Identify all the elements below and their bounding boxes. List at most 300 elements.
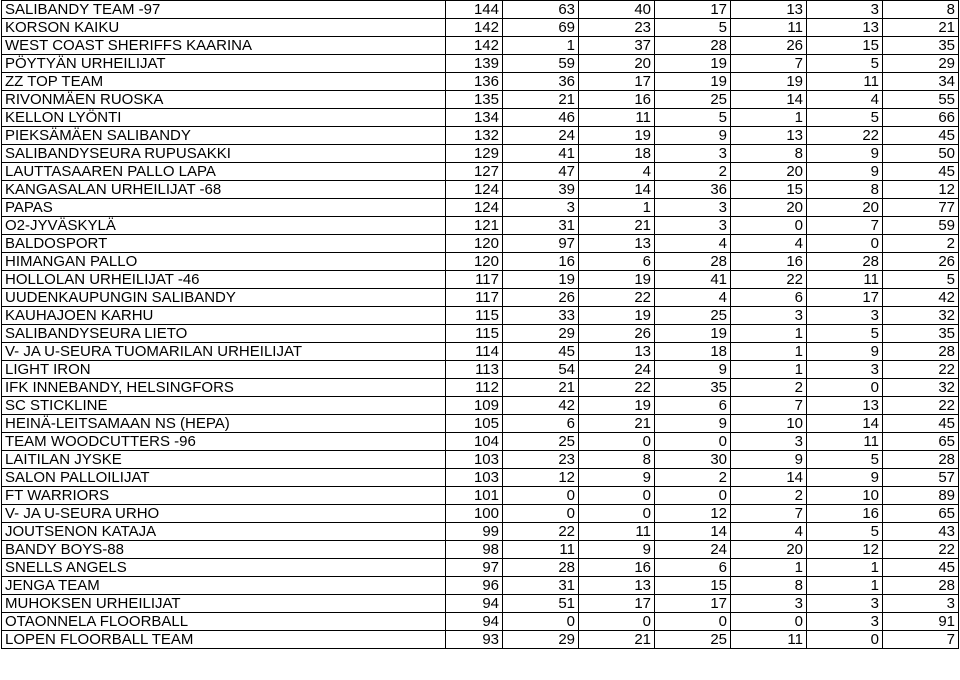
value-cell-4: 19 [655, 55, 731, 73]
value-cell-2: 42 [503, 397, 579, 415]
value-cell-1: 136 [446, 73, 503, 91]
value-cell-5: 10 [731, 415, 807, 433]
value-cell-6: 3 [807, 1, 883, 19]
value-cell-6: 5 [807, 451, 883, 469]
value-cell-1: 93 [446, 631, 503, 649]
value-cell-3: 19 [579, 127, 655, 145]
value-cell-2: 19 [503, 271, 579, 289]
table-row [2, 1, 959, 19]
value-cell-6: 4 [807, 91, 883, 109]
value-cell-6: 28 [807, 253, 883, 271]
value-cell-6: 9 [807, 469, 883, 487]
value-cell-7: 57 [883, 469, 959, 487]
value-cell-1: 124 [446, 181, 503, 199]
value-cell-2: 3 [503, 199, 579, 217]
value-cell-6: 13 [807, 19, 883, 37]
value-cell-3: 8 [579, 451, 655, 469]
value-cell-6: 10 [807, 487, 883, 505]
table-row [2, 19, 959, 37]
value-cell-2: 97 [503, 235, 579, 253]
value-cell-5: 20 [731, 163, 807, 181]
table-row [2, 253, 959, 271]
value-cell-4: 25 [655, 91, 731, 109]
value-cell-5: 0 [731, 217, 807, 235]
value-cell-1: 115 [446, 325, 503, 343]
value-cell-4: 17 [655, 1, 731, 19]
value-cell-5: 1 [731, 343, 807, 361]
value-cell-1: 103 [446, 451, 503, 469]
team-name-cell: SC STICKLINE [2, 397, 446, 415]
value-cell-7: 50 [883, 145, 959, 163]
table-row [2, 91, 959, 109]
value-cell-5: 13 [731, 1, 807, 19]
value-cell-2: 39 [503, 181, 579, 199]
value-cell-4: 24 [655, 541, 731, 559]
team-name-cell: KAUHAJOEN KARHU [2, 307, 446, 325]
value-cell-3: 19 [579, 397, 655, 415]
value-cell-3: 40 [579, 1, 655, 19]
value-cell-3: 0 [579, 613, 655, 631]
value-cell-6: 7 [807, 217, 883, 235]
table-row [2, 469, 959, 487]
value-cell-6: 13 [807, 397, 883, 415]
value-cell-3: 26 [579, 325, 655, 343]
value-cell-1: 94 [446, 595, 503, 613]
value-cell-3: 18 [579, 145, 655, 163]
value-cell-7: 3 [883, 595, 959, 613]
value-cell-4: 14 [655, 523, 731, 541]
value-cell-4: 15 [655, 577, 731, 595]
value-cell-3: 19 [579, 271, 655, 289]
team-name-cell: KORSON KAIKU [2, 19, 446, 37]
table-row [2, 55, 959, 73]
team-name-cell: SNELLS ANGELS [2, 559, 446, 577]
value-cell-7: 42 [883, 289, 959, 307]
value-cell-4: 2 [655, 163, 731, 181]
value-cell-2: 28 [503, 559, 579, 577]
value-cell-3: 13 [579, 577, 655, 595]
value-cell-7: 28 [883, 577, 959, 595]
team-name-cell: HOLLOLAN URHEILIJAT -46 [2, 271, 446, 289]
value-cell-5: 4 [731, 235, 807, 253]
value-cell-5: 9 [731, 451, 807, 469]
value-cell-5: 11 [731, 19, 807, 37]
value-cell-6: 0 [807, 235, 883, 253]
team-name-cell: KANGASALAN URHEILIJAT -68 [2, 181, 446, 199]
value-cell-3: 0 [579, 487, 655, 505]
value-cell-2: 31 [503, 577, 579, 595]
team-name-cell: BALDOSPORT [2, 235, 446, 253]
value-cell-6: 3 [807, 595, 883, 613]
value-cell-3: 17 [579, 595, 655, 613]
value-cell-7: 7 [883, 631, 959, 649]
value-cell-7: 32 [883, 379, 959, 397]
table-row [2, 163, 959, 181]
value-cell-2: 63 [503, 1, 579, 19]
team-name-cell: LOPEN FLOORBALL TEAM [2, 631, 446, 649]
value-cell-4: 28 [655, 37, 731, 55]
value-cell-5: 8 [731, 145, 807, 163]
value-cell-5: 15 [731, 181, 807, 199]
value-cell-4: 5 [655, 19, 731, 37]
value-cell-3: 19 [579, 307, 655, 325]
team-name-cell: SALIBANDY TEAM -97 [2, 1, 446, 19]
value-cell-5: 7 [731, 505, 807, 523]
value-cell-2: 26 [503, 289, 579, 307]
table-row [2, 631, 959, 649]
value-cell-7: 26 [883, 253, 959, 271]
value-cell-6: 0 [807, 631, 883, 649]
value-cell-1: 114 [446, 343, 503, 361]
value-cell-4: 3 [655, 217, 731, 235]
value-cell-3: 13 [579, 235, 655, 253]
value-cell-4: 0 [655, 433, 731, 451]
value-cell-3: 16 [579, 559, 655, 577]
value-cell-3: 13 [579, 343, 655, 361]
value-cell-1: 98 [446, 541, 503, 559]
value-cell-1: 103 [446, 469, 503, 487]
team-name-cell: JENGA TEAM [2, 577, 446, 595]
value-cell-2: 11 [503, 541, 579, 559]
value-cell-7: 8 [883, 1, 959, 19]
value-cell-7: 2 [883, 235, 959, 253]
value-cell-5: 14 [731, 469, 807, 487]
value-cell-4: 3 [655, 145, 731, 163]
value-cell-7: 65 [883, 505, 959, 523]
value-cell-2: 12 [503, 469, 579, 487]
value-cell-6: 9 [807, 163, 883, 181]
value-cell-3: 0 [579, 505, 655, 523]
table-row [2, 217, 959, 235]
team-name-cell: MUHOKSEN URHEILIJAT [2, 595, 446, 613]
team-name-cell: ZZ TOP TEAM [2, 73, 446, 91]
table-row [2, 109, 959, 127]
value-cell-5: 3 [731, 433, 807, 451]
table-row [2, 577, 959, 595]
value-cell-7: 32 [883, 307, 959, 325]
value-cell-7: 12 [883, 181, 959, 199]
value-cell-3: 16 [579, 91, 655, 109]
value-cell-1: 121 [446, 217, 503, 235]
value-cell-1: 144 [446, 1, 503, 19]
value-cell-6: 9 [807, 145, 883, 163]
value-cell-6: 3 [807, 361, 883, 379]
value-cell-7: 5 [883, 271, 959, 289]
value-cell-4: 35 [655, 379, 731, 397]
value-cell-7: 35 [883, 325, 959, 343]
team-name-cell: LAITILAN JYSKE [2, 451, 446, 469]
team-name-cell: TEAM WOODCUTTERS -96 [2, 433, 446, 451]
value-cell-6: 3 [807, 307, 883, 325]
value-cell-3: 22 [579, 289, 655, 307]
team-name-cell: BANDY BOYS-88 [2, 541, 446, 559]
value-cell-4: 25 [655, 307, 731, 325]
table-row [2, 523, 959, 541]
team-name-cell: WEST COAST SHERIFFS KAARINA [2, 37, 446, 55]
team-name-cell: V- JA U-SEURA TUOMARILAN URHEILIJAT [2, 343, 446, 361]
standings-body [2, 1, 959, 649]
value-cell-7: 29 [883, 55, 959, 73]
value-cell-6: 0 [807, 379, 883, 397]
value-cell-7: 65 [883, 433, 959, 451]
team-name-cell: IFK INNEBANDY, HELSINGFORS [2, 379, 446, 397]
table-row [2, 271, 959, 289]
value-cell-3: 21 [579, 415, 655, 433]
value-cell-7: 22 [883, 361, 959, 379]
value-cell-1: 113 [446, 361, 503, 379]
value-cell-1: 100 [446, 505, 503, 523]
value-cell-2: 46 [503, 109, 579, 127]
value-cell-6: 1 [807, 577, 883, 595]
value-cell-2: 69 [503, 19, 579, 37]
value-cell-2: 0 [503, 487, 579, 505]
value-cell-7: 77 [883, 199, 959, 217]
value-cell-4: 25 [655, 631, 731, 649]
value-cell-2: 0 [503, 613, 579, 631]
value-cell-2: 29 [503, 325, 579, 343]
value-cell-3: 6 [579, 253, 655, 271]
value-cell-7: 66 [883, 109, 959, 127]
value-cell-2: 21 [503, 91, 579, 109]
value-cell-4: 4 [655, 289, 731, 307]
value-cell-6: 1 [807, 559, 883, 577]
value-cell-6: 20 [807, 199, 883, 217]
value-cell-6: 12 [807, 541, 883, 559]
value-cell-6: 14 [807, 415, 883, 433]
value-cell-1: 117 [446, 271, 503, 289]
team-name-cell: UUDENKAUPUNGIN SALIBANDY [2, 289, 446, 307]
value-cell-4: 3 [655, 199, 731, 217]
value-cell-7: 91 [883, 613, 959, 631]
team-name-cell: SALON PALLOILIJAT [2, 469, 446, 487]
table-row [2, 595, 959, 613]
standings-table [1, 0, 959, 649]
value-cell-1: 132 [446, 127, 503, 145]
table-row [2, 451, 959, 469]
table-row [2, 379, 959, 397]
value-cell-4: 0 [655, 613, 731, 631]
value-cell-7: 45 [883, 559, 959, 577]
value-cell-1: 109 [446, 397, 503, 415]
table-row [2, 361, 959, 379]
table-row [2, 235, 959, 253]
value-cell-1: 117 [446, 289, 503, 307]
value-cell-2: 1 [503, 37, 579, 55]
table-row [2, 145, 959, 163]
team-name-cell: LIGHT IRON [2, 361, 446, 379]
table-row [2, 127, 959, 145]
value-cell-4: 9 [655, 361, 731, 379]
value-cell-4: 6 [655, 397, 731, 415]
team-name-cell: O2-JYVÄSKYLÄ [2, 217, 446, 235]
team-name-cell: KELLON LYÖNTI [2, 109, 446, 127]
value-cell-6: 11 [807, 433, 883, 451]
value-cell-5: 11 [731, 631, 807, 649]
value-cell-2: 54 [503, 361, 579, 379]
table-row [2, 487, 959, 505]
table-row [2, 325, 959, 343]
value-cell-7: 22 [883, 397, 959, 415]
value-cell-2: 29 [503, 631, 579, 649]
value-cell-3: 11 [579, 523, 655, 541]
value-cell-6: 15 [807, 37, 883, 55]
value-cell-1: 142 [446, 19, 503, 37]
value-cell-5: 2 [731, 487, 807, 505]
team-name-cell: HEINÄ-LEITSAMAAN NS (HEPA) [2, 415, 446, 433]
value-cell-4: 12 [655, 505, 731, 523]
value-cell-5: 16 [731, 253, 807, 271]
value-cell-6: 5 [807, 523, 883, 541]
value-cell-4: 28 [655, 253, 731, 271]
table-row [2, 415, 959, 433]
value-cell-4: 6 [655, 559, 731, 577]
table-row [2, 307, 959, 325]
value-cell-3: 9 [579, 541, 655, 559]
value-cell-1: 129 [446, 145, 503, 163]
team-name-cell: SALIBANDYSEURA LIETO [2, 325, 446, 343]
value-cell-3: 21 [579, 631, 655, 649]
value-cell-6: 5 [807, 55, 883, 73]
value-cell-3: 4 [579, 163, 655, 181]
value-cell-7: 45 [883, 163, 959, 181]
table-row [2, 73, 959, 91]
value-cell-3: 20 [579, 55, 655, 73]
value-cell-3: 0 [579, 433, 655, 451]
value-cell-2: 22 [503, 523, 579, 541]
value-cell-5: 0 [731, 613, 807, 631]
value-cell-7: 55 [883, 91, 959, 109]
team-name-cell: PIEKSÄMÄEN SALIBANDY [2, 127, 446, 145]
value-cell-4: 9 [655, 127, 731, 145]
value-cell-5: 3 [731, 307, 807, 325]
value-cell-1: 99 [446, 523, 503, 541]
value-cell-4: 19 [655, 325, 731, 343]
value-cell-5: 6 [731, 289, 807, 307]
value-cell-6: 17 [807, 289, 883, 307]
value-cell-5: 1 [731, 361, 807, 379]
value-cell-5: 7 [731, 55, 807, 73]
team-name-cell: RIVONMÄEN RUOSKA [2, 91, 446, 109]
value-cell-6: 3 [807, 613, 883, 631]
value-cell-4: 5 [655, 109, 731, 127]
value-cell-4: 41 [655, 271, 731, 289]
value-cell-6: 11 [807, 73, 883, 91]
value-cell-3: 22 [579, 379, 655, 397]
value-cell-3: 37 [579, 37, 655, 55]
value-cell-4: 30 [655, 451, 731, 469]
table-row [2, 433, 959, 451]
team-name-cell: PAPAS [2, 199, 446, 217]
team-name-cell: HIMANGAN PALLO [2, 253, 446, 271]
value-cell-7: 45 [883, 127, 959, 145]
value-cell-4: 19 [655, 73, 731, 91]
value-cell-4: 18 [655, 343, 731, 361]
value-cell-1: 104 [446, 433, 503, 451]
value-cell-7: 43 [883, 523, 959, 541]
value-cell-5: 2 [731, 379, 807, 397]
team-name-cell: PÖYTYÄN URHEILIJAT [2, 55, 446, 73]
value-cell-1: 101 [446, 487, 503, 505]
value-cell-2: 45 [503, 343, 579, 361]
value-cell-4: 0 [655, 487, 731, 505]
value-cell-7: 28 [883, 343, 959, 361]
value-cell-1: 135 [446, 91, 503, 109]
team-name-cell: OTAONNELA FLOORBALL [2, 613, 446, 631]
value-cell-5: 20 [731, 199, 807, 217]
team-name-cell: V- JA U-SEURA URHO [2, 505, 446, 523]
value-cell-5: 19 [731, 73, 807, 91]
value-cell-1: 96 [446, 577, 503, 595]
value-cell-2: 33 [503, 307, 579, 325]
value-cell-4: 36 [655, 181, 731, 199]
value-cell-1: 97 [446, 559, 503, 577]
value-cell-5: 1 [731, 325, 807, 343]
value-cell-4: 4 [655, 235, 731, 253]
value-cell-6: 8 [807, 181, 883, 199]
value-cell-2: 6 [503, 415, 579, 433]
value-cell-2: 31 [503, 217, 579, 235]
value-cell-7: 59 [883, 217, 959, 235]
value-cell-6: 16 [807, 505, 883, 523]
value-cell-5: 4 [731, 523, 807, 541]
value-cell-3: 11 [579, 109, 655, 127]
value-cell-6: 5 [807, 109, 883, 127]
value-cell-1: 124 [446, 199, 503, 217]
value-cell-3: 17 [579, 73, 655, 91]
value-cell-3: 23 [579, 19, 655, 37]
table-row [2, 289, 959, 307]
table-row [2, 613, 959, 631]
value-cell-5: 8 [731, 577, 807, 595]
value-cell-1: 115 [446, 307, 503, 325]
value-cell-4: 17 [655, 595, 731, 613]
value-cell-5: 3 [731, 595, 807, 613]
team-name-cell: FT WARRIORS [2, 487, 446, 505]
team-name-cell: LAUTTASAAREN PALLO LAPA [2, 163, 446, 181]
value-cell-7: 21 [883, 19, 959, 37]
value-cell-6: 9 [807, 343, 883, 361]
value-cell-3: 1 [579, 199, 655, 217]
table-row [2, 505, 959, 523]
value-cell-2: 41 [503, 145, 579, 163]
value-cell-1: 139 [446, 55, 503, 73]
value-cell-7: 28 [883, 451, 959, 469]
value-cell-7: 45 [883, 415, 959, 433]
team-name-cell: JOUTSENON KATAJA [2, 523, 446, 541]
value-cell-5: 13 [731, 127, 807, 145]
value-cell-2: 0 [503, 505, 579, 523]
value-cell-2: 59 [503, 55, 579, 73]
value-cell-5: 7 [731, 397, 807, 415]
value-cell-1: 120 [446, 235, 503, 253]
value-cell-1: 94 [446, 613, 503, 631]
value-cell-5: 26 [731, 37, 807, 55]
value-cell-4: 2 [655, 469, 731, 487]
team-name-cell: SALIBANDYSEURA RUPUSAKKI [2, 145, 446, 163]
value-cell-2: 24 [503, 127, 579, 145]
value-cell-3: 21 [579, 217, 655, 235]
value-cell-2: 25 [503, 433, 579, 451]
value-cell-3: 9 [579, 469, 655, 487]
table-row [2, 541, 959, 559]
value-cell-5: 22 [731, 271, 807, 289]
value-cell-4: 9 [655, 415, 731, 433]
value-cell-2: 23 [503, 451, 579, 469]
value-cell-7: 22 [883, 541, 959, 559]
value-cell-1: 134 [446, 109, 503, 127]
table-row [2, 181, 959, 199]
value-cell-1: 105 [446, 415, 503, 433]
